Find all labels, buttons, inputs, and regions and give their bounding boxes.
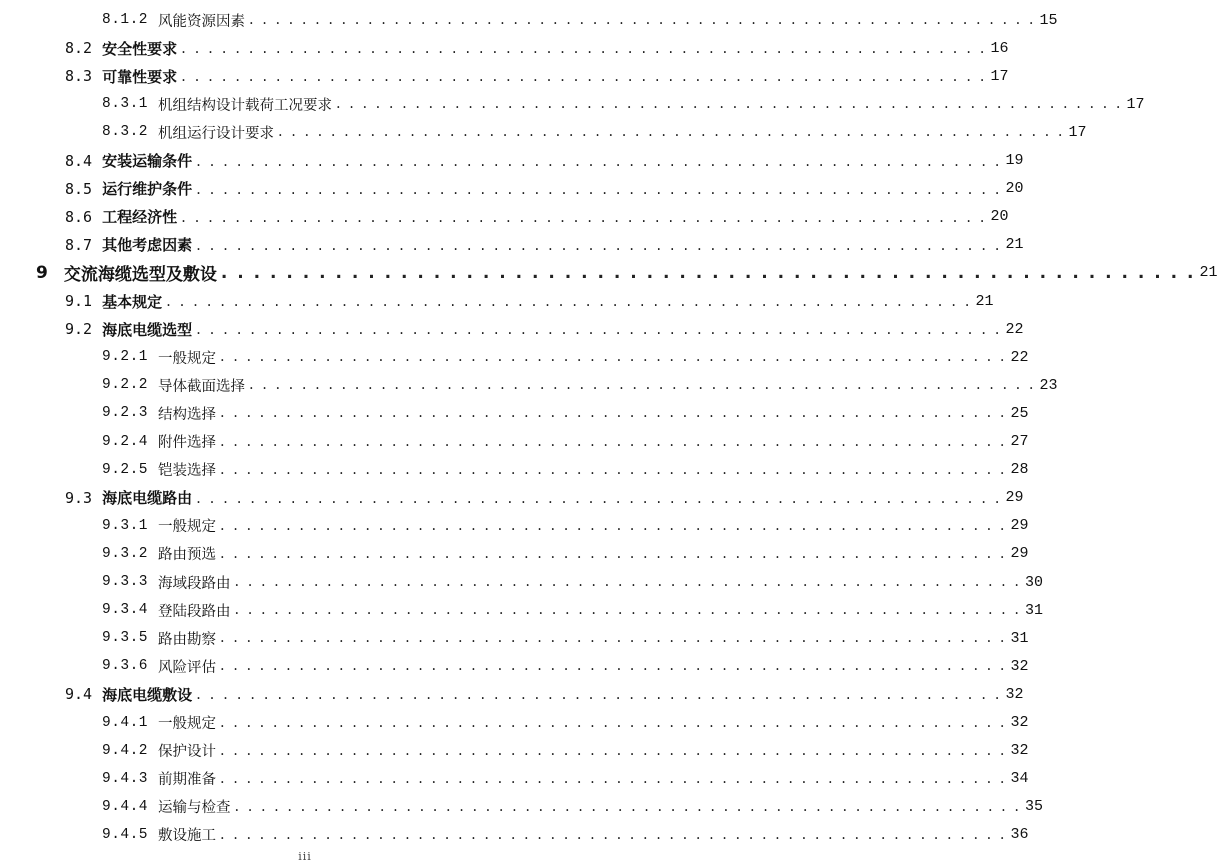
toc-entry[interactable] <box>0 343 1029 371</box>
toc-entry-title: 路由预选 <box>158 547 217 564</box>
toc-entry[interactable] <box>0 793 1044 821</box>
toc-entry-title: 敷设施工 <box>158 828 217 845</box>
toc-entry-page: 15 <box>1039 11 1058 29</box>
toc-entry-title: 风险评估 <box>158 659 217 676</box>
toc-entry[interactable] <box>0 568 1044 596</box>
toc-entry-page: 29 <box>1010 545 1029 563</box>
toc-entry[interactable] <box>0 371 1058 399</box>
dot-leader: . . . . . . . . . . . . . . . . . . . . . . . . . . . . . . . . . . . . . . . . . . . . . . . . . . . . . . . . . . . . <box>234 798 1022 815</box>
dot-leader: . . . . . . . . . . . . . . . . . . . . . . . . . . . . . . . . . . . . . . . . . . . . . . . . . . . . . . . . . . . . <box>278 124 1065 141</box>
toc-entry-page: 25 <box>1010 404 1029 422</box>
dot-leader: . . . . . . . . . . . . . . . . . . . . . . . . . . . . . . . . . . . . . . . . . . . . . . . . . . . . . . . . . . . . <box>220 770 1007 787</box>
toc-entry-number: 9.3.6 <box>102 658 149 675</box>
toc-entry[interactable] <box>0 428 1029 456</box>
toc-entry-title: 安装运输条件 <box>102 152 193 170</box>
dot-leader: . . . . . . . . . . . . . . . . . . . . . . . . . . . . . . . . . . . . . . . . . . . . . . . . . . . . . . . . . . . . <box>196 151 1002 170</box>
toc-entry-page: 21 <box>1005 236 1024 254</box>
dot-leader: . . . . . . . . . . . . . . . . . . . . . . . . . . . . . . . . . . . . . . . . . . . . . . . . . . . . . . . . . . . . <box>181 67 987 86</box>
toc-entry[interactable] <box>0 484 1024 512</box>
toc-entry-number: 9.2.3 <box>102 405 149 422</box>
dot-leader: . . . . . . . . . . . . . . . . . . . . . . . . . . . . . . . . . . . . . . . . . . . . . . . . . . . . . . . . . . . . <box>220 658 1007 675</box>
toc-entry-title: 交流海缆选型及敷设 <box>63 265 217 286</box>
dot-leader: . . . . . . . . . . . . . . . . . . . . . . . . . . . . . . . . . . . . . . . . . . . . . . . . . . . . . . . . . . . . <box>220 714 1007 731</box>
toc-entry-title: 海域段路由 <box>158 575 231 592</box>
toc-entry-title: 一般规定 <box>158 519 217 536</box>
toc-entry[interactable] <box>0 680 1024 708</box>
toc-entry[interactable] <box>0 596 1044 624</box>
toc-entry[interactable] <box>0 512 1029 540</box>
dot-leader: . . . . . . . . . . . . . . . . . . . . . . . . . . . . . . . . . . . . . . . . . . . . . . . . . . . . . . . . . . . . <box>220 433 1007 450</box>
dot-leader: . . . . . . . . . . . . . . . . . . . . . . . . . . . . . . . . . . . . . . . . . . . . . . . . . . . . . . . . . . . . <box>220 545 1007 562</box>
toc-entry-title: 导体截面选择 <box>158 378 246 395</box>
toc-entry-page: 29 <box>1005 489 1024 507</box>
toc-entry-title: 机组运行设计要求 <box>158 125 275 142</box>
toc-entry-title: 其他考虑因素 <box>102 236 193 255</box>
toc-entry-page: 31 <box>1025 601 1044 619</box>
toc-entry[interactable] <box>0 821 1029 849</box>
toc-entry-number: 8.3 <box>65 67 93 86</box>
dot-leader: . . . . . . . . . . . . . . . . . . . . . . . . . . . . . . . . . . . . . . . . . . . . . . . . . . . . . . . . . . . . <box>220 517 1007 534</box>
dot-leader: . . . . . . . . . . . . . . . . . . . . . . . . . . . . . . . . . . . . . . . . . . . . . . . . . . . . . . . . . . . . <box>336 96 1123 113</box>
toc-entry-number: 9.3.1 <box>102 517 149 534</box>
toc-entry-page: 16 <box>990 39 1009 57</box>
toc-entry[interactable] <box>0 90 1145 118</box>
toc-entry-page: 34 <box>1010 770 1029 788</box>
toc-entry-number: 9.4.3 <box>102 770 149 787</box>
toc-entry-title: 登陆段路由 <box>158 603 231 620</box>
toc-entry-number: 8.3.2 <box>102 124 149 141</box>
toc-entry[interactable] <box>0 765 1029 793</box>
toc-entry-title: 可靠性要求 <box>102 67 178 86</box>
toc-entry-number: 9.3 <box>65 488 93 507</box>
toc-entry-page: 31 <box>1010 629 1029 647</box>
toc-entry[interactable] <box>0 315 1024 343</box>
toc-entry-page: 21 <box>1199 264 1218 282</box>
toc-entry-page: 36 <box>1010 826 1029 844</box>
dot-leader: . . . . . . . . . . . . . . . . . . . . . . . . . . . . . . . . . . . . . . . . . . . . . . . . . . . . . . . . . . . . <box>220 262 1196 283</box>
toc-entry-page: 17 <box>1126 95 1145 113</box>
toc-entry-title: 安全性要求 <box>102 39 178 58</box>
toc-entry-title: 海底电缆路由 <box>102 489 193 508</box>
toc-entry-page: 20 <box>1005 180 1024 198</box>
toc-entry-number: 9.4.5 <box>102 826 149 843</box>
toc-entry-title: 海底电缆敷设 <box>102 685 193 704</box>
toc-entry-number: 8.7 <box>65 235 93 254</box>
toc-entry-number: 8.3.1 <box>102 96 149 113</box>
toc-entry[interactable] <box>0 118 1087 146</box>
toc-entry[interactable] <box>0 624 1029 652</box>
dot-leader: . . . . . . . . . . . . . . . . . . . . . . . . . . . . . . . . . . . . . . . . . . . . . . . . . . . . . . . . . . . . <box>220 405 1007 422</box>
toc-entry-page: 32 <box>1010 714 1029 731</box>
toc-entry-page: 23 <box>1039 376 1058 394</box>
dot-leader: . . . . . . . . . . . . . . . . . . . . . . . . . . . . . . . . . . . . . . . . . . . . . . . . . . . . . . . . . . . . <box>181 39 987 58</box>
toc-entry[interactable] <box>0 6 1058 34</box>
toc-entry-number: 9.3.4 <box>102 602 149 619</box>
toc-entry-page: 28 <box>1010 461 1029 479</box>
toc-entry-title: 路由勘察 <box>158 631 217 648</box>
dot-leader: . . . . . . . . . . . . . . . . . . . . . . . . . . . . . . . . . . . . . . . . . . . . . . . . . . . . . . . . . . . . <box>220 461 1007 478</box>
dot-leader: . . . . . . . . . . . . . . . . . . . . . . . . . . . . . . . . . . . . . . . . . . . . . . . . . . . . . . . . . . . . <box>220 742 1007 759</box>
toc-entry-page: 21 <box>975 292 994 310</box>
toc-entry-title: 海底电缆选型 <box>102 320 193 339</box>
toc-entry-title: 前期准备 <box>158 772 217 789</box>
toc-entry-number: 9.4.4 <box>102 798 149 815</box>
toc-entry[interactable] <box>0 737 1029 765</box>
dot-leader: . . . . . . . . . . . . . . . . . . . . . . . . . . . . . . . . . . . . . . . . . . . . . . . . . . . . . . . . . . . . <box>220 630 1007 647</box>
toc-entry[interactable] <box>0 652 1029 680</box>
dot-leader: . . . . . . . . . . . . . . . . . . . . . . . . . . . . . . . . . . . . . . . . . . . . . . . . . . . . . . . . . . . . <box>249 377 1036 394</box>
toc-entry-number: 9.2.1 <box>102 349 149 366</box>
dot-leader: . . . . . . . . . . . . . . . . . . . . . . . . . . . . . . . . . . . . . . . . . . . . . . . . . . . . . . . . . . . . <box>196 488 1002 507</box>
toc-entry-page: 35 <box>1025 798 1044 816</box>
toc-entry[interactable] <box>0 456 1029 484</box>
toc-entry-number: 9.4.1 <box>102 714 149 731</box>
toc-entry-number: 8.2 <box>65 39 93 58</box>
toc-entry-number: 8.5 <box>65 179 93 198</box>
dot-leader: . . . . . . . . . . . . . . . . . . . . . . . . . . . . . . . . . . . . . . . . . . . . . . . . . . . . . . . . . . . . <box>196 685 1002 704</box>
toc-entry-number: 9.2.5 <box>102 461 149 478</box>
toc-entry-title: 铠装选择 <box>158 463 217 480</box>
toc-entry-number: 9.3.2 <box>102 545 149 562</box>
toc-entry-title: 基本规定 <box>102 292 163 311</box>
toc-entry-number: 9.4 <box>65 685 93 704</box>
dot-leader: . . . . . . . . . . . . . . . . . . . . . . . . . . . . . . . . . . . . . . . . . . . . . . . . . . . . . . . . . . . . <box>234 574 1022 590</box>
dot-leader: . . . . . . . . . . . . . . . . . . . . . . . . . . . . . . . . . . . . . . . . . . . . . . . . . . . . . . . . . . . . <box>196 235 1002 254</box>
toc-entry[interactable] <box>0 34 1009 62</box>
page-number-footer: iii <box>298 850 312 863</box>
toc-entry[interactable] <box>0 287 994 315</box>
toc-entry[interactable] <box>0 175 1024 203</box>
toc-entry-title: 运行维护条件 <box>102 180 193 199</box>
toc-entry[interactable] <box>0 709 1029 737</box>
toc-entry-title: 风能资源因素 <box>158 13 246 30</box>
toc-entry-title: 运输与检查 <box>158 800 231 817</box>
dot-leader: . . . . . . . . . . . . . . . . . . . . . . . . . . . . . . . . . . . . . . . . . . . . . . . . . . . . . . . . . . . . <box>196 320 1002 339</box>
toc-entry-page: 32 <box>1005 685 1024 703</box>
dot-leader: . . . . . . . . . . . . . . . . . . . . . . . . . . . . . . . . . . . . . . . . . . . . . . . . . . . . . . . . . . . . <box>234 602 1022 619</box>
toc-entry[interactable] <box>0 231 1024 259</box>
toc-entry-page: 17 <box>990 67 1009 85</box>
toc-entry[interactable] <box>0 259 1218 287</box>
toc-entry[interactable] <box>0 203 1009 231</box>
toc-entry-title: 结构选择 <box>158 406 217 423</box>
toc-entry-page: 20 <box>990 208 1009 226</box>
toc-entry-title: 工程经济性 <box>102 208 178 227</box>
toc-entry-title: 一般规定 <box>158 716 217 732</box>
toc-entry-number: 9.4.2 <box>102 742 149 759</box>
toc-entry-title: 附件选择 <box>158 435 217 451</box>
dot-leader: . . . . . . . . . . . . . . . . . . . . . . . . . . . . . . . . . . . . . . . . . . . . . . . . . . . . . . . . . . . . <box>196 179 1002 198</box>
toc-entry[interactable] <box>0 540 1029 568</box>
toc-entry-page: 29 <box>1010 517 1029 535</box>
dot-leader: . . . . . . . . . . . . . . . . . . . . . . . . . . . . . . . . . . . . . . . . . . . . . . . . . . . . . . . . . . . . <box>220 349 1007 366</box>
dot-leader: . . . . . . . . . . . . . . . . . . . . . . . . . . . . . . . . . . . . . . . . . . . . . . . . . . . . . . . . . . . . <box>181 207 987 226</box>
toc-entry-number: 9.2 <box>65 320 93 339</box>
toc-entry-number: 9.2.4 <box>102 433 149 450</box>
toc-entry-page: 32 <box>1010 657 1029 675</box>
toc-entry[interactable] <box>0 399 1029 427</box>
toc-entry-number: 8.6 <box>65 207 93 226</box>
toc-entry-title: 机组结构设计载荷工况要求 <box>158 97 333 114</box>
toc-entry-page: 27 <box>1010 433 1029 450</box>
toc-entry-number: 9.1 <box>65 292 93 310</box>
toc-entry-page: 32 <box>1010 742 1029 760</box>
toc-entry-page: 22 <box>1010 348 1029 366</box>
toc-entry-title: 保护设计 <box>158 744 217 761</box>
toc-entry[interactable] <box>0 62 1009 90</box>
toc-entry-page: 19 <box>1005 152 1024 169</box>
dot-leader: . . . . . . . . . . . . . . . . . . . . . . . . . . . . . . . . . . . . . . . . . . . . . . . . . . . . . . . . . . . . <box>166 292 972 310</box>
toc-entry-number: 9.3.5 <box>102 630 149 647</box>
dot-leader: . . . . . . . . . . . . . . . . . . . . . . . . . . . . . . . . . . . . . . . . . . . . . . . . . . . . . . . . . . . . <box>220 826 1007 843</box>
toc-entry[interactable] <box>0 147 1024 175</box>
toc-entry-number: 8.1.2 <box>102 12 149 28</box>
dot-leader: . . . . . . . . . . . . . . . . . . . . . . . . . . . . . . . . . . . . . . . . . . . . . . . . . . . . . . . . . . . . <box>249 12 1036 28</box>
toc-entry-number: 9.3.3 <box>102 574 149 590</box>
toc-entry-page: 22 <box>1005 320 1024 338</box>
toc-entry-title: 一般规定 <box>158 350 217 367</box>
toc-entry-number: 8.4 <box>65 151 93 170</box>
toc-entry-number: 9 <box>36 262 48 283</box>
toc-entry-number: 9.2.2 <box>102 377 149 394</box>
toc-entry-page: 30 <box>1025 573 1044 591</box>
toc-entry-page: 17 <box>1068 123 1087 141</box>
